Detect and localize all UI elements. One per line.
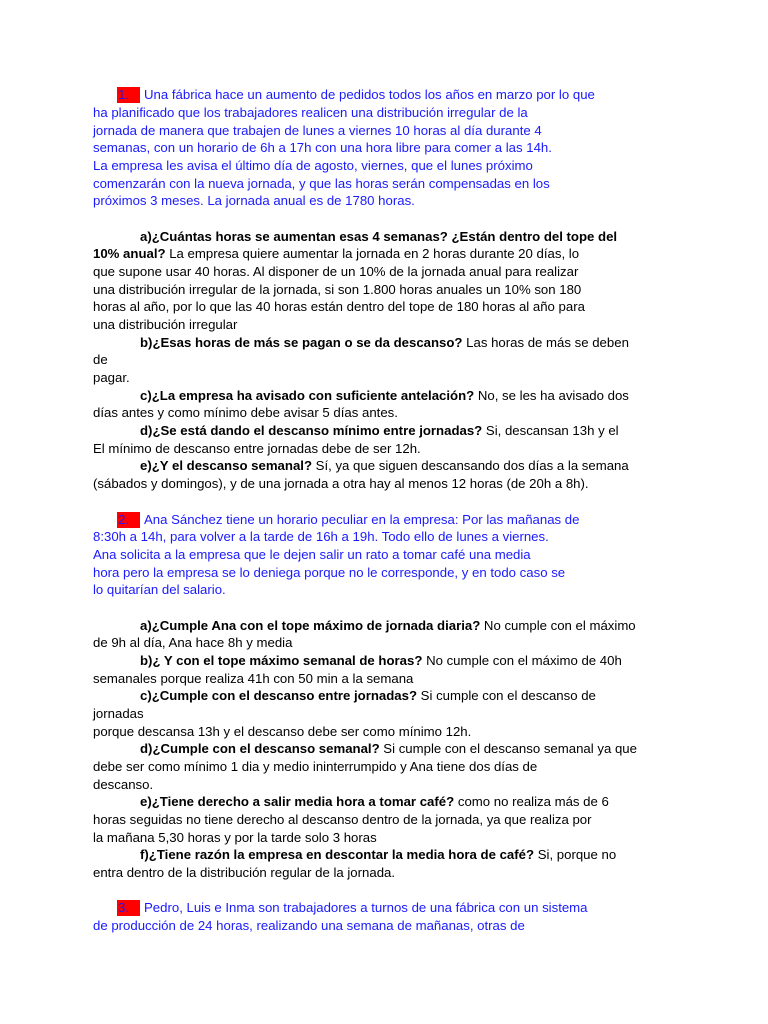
q1-line-7: próximos 3 meses. La jornada anual es de 1780 horas. xyxy=(93,193,415,208)
q1-number: 1. xyxy=(117,87,140,103)
q2-c-answer-2: jornadas xyxy=(93,706,144,721)
q1-a-answer-2: que supone usar 40 horas. Al disponer de un 10% de la jornada anual para realizar xyxy=(93,264,579,279)
q1-a-question: a)¿Cuántas horas se aumentan esas 4 semanas? ¿Están dentro del tope del xyxy=(140,229,618,244)
q1-a-answer-1: 10% anual? La empresa quiere aumentar la jornada en 2 horas durante 20 días, lo xyxy=(93,246,580,261)
q1-a-answer-5: una distribución irregular xyxy=(93,317,238,332)
q2-line-5: lo quitarían del salario. xyxy=(93,582,226,597)
q2-b: b)¿ Y con el tope máximo semanal de horas? No cumple con el máximo de 40h xyxy=(140,653,622,668)
q1-line-3: jornada de manera que trabajen de lunes a viernes 10 horas al día durante 4 xyxy=(93,123,542,138)
q1-d: d)¿Se está dando el descanso mínimo entre jornadas? Si, descansan 13h y el xyxy=(140,423,619,438)
q2-f: f)¿Tiene razón la empresa en descontar la media hora de café? Si, porque no xyxy=(140,847,617,862)
q1-b-answer-2: de xyxy=(93,352,108,367)
q2-number: 2. xyxy=(117,512,140,528)
q1-line-5: La empresa les avisa el último día de agosto, viernes, que el lunes próximo xyxy=(93,158,533,173)
q3-line-2: de producción de 24 horas, realizando una semana de mañanas, otras de xyxy=(93,918,525,933)
q2-line-4: hora pero la empresa se lo deniega porque no le corresponde, y en todo caso se xyxy=(93,565,566,580)
q3-line-1: 3. Pedro, Luis e Inma son trabajadores a turnos de una fábrica con un sistema xyxy=(118,900,588,915)
q2-a-answer-2: de 9h al día, Ana hace 8h y media xyxy=(93,635,293,650)
q2-e: e)¿Tiene derecho a salir media hora a tomar café? como no realiza más de 6 xyxy=(140,794,609,809)
q2-line-2: 8:30h a 14h, para volver a la tarde de 16h a 19h. Todo ello de lunes a viernes. xyxy=(93,529,549,544)
q1-line-2: ha planificado que los trabajadores realicen una distribución irregular de la xyxy=(93,105,528,120)
q2-b-answer-2: semanales porque realiza 41h con 50 min a la semana xyxy=(93,671,414,686)
q2-e-answer-3: la mañana 5,30 horas y por la tarde solo 3 horas xyxy=(93,830,377,845)
q2-line-1: 2. Ana Sánchez tiene un horario peculiar en la empresa: Por las mañanas de xyxy=(118,512,580,527)
q1-e: e)¿Y el descanso semanal? Sí, ya que siguen descansando dos días a la semana xyxy=(140,458,629,473)
q1-c: c)¿La empresa ha avisado con suficiente antelación? No, se les ha avisado dos xyxy=(140,388,629,403)
q1-c-answer-2: días antes y como mínimo debe avisar 5 días antes. xyxy=(93,405,398,420)
q1-a-answer-3: una distribución irregular de la jornada, si son 1.800 horas anuales un 10% son 180 xyxy=(93,282,582,297)
q2-d-answer-2: debe ser como mínimo 1 dia y medio ininterrumpido y Ana tiene dos días de xyxy=(93,759,538,774)
q2-e-answer-2: horas seguidas no tiene derecho al descanso dentro de la jornada, ya que realiza por xyxy=(93,812,592,827)
q2-d-answer-3: descanso. xyxy=(93,777,154,792)
q2-a: a)¿Cumple Ana con el tope máximo de jornada diaria? No cumple con el máximo xyxy=(140,618,636,633)
q1-e-answer-2: (sábados y domingos), y de una jornada a otra hay al menos 12 horas (de 20h a 8h). xyxy=(93,476,589,491)
q2-f-answer-2: entra dentro de la distribución regular de la jornada. xyxy=(93,865,396,880)
q1-d-answer-2: El mínimo de descanso entre jornadas debe de ser 12h. xyxy=(93,441,421,456)
q1-b-answer-3: pagar. xyxy=(93,370,130,385)
q1-b: b)¿Esas horas de más se pagan o se da descanso? Las horas de más se deben xyxy=(140,335,629,350)
q1-line-6: comenzarán con la nueva jornada, y que las horas serán compensadas en los xyxy=(93,176,550,191)
q3-number: 3. xyxy=(117,900,140,916)
q1-a-answer-4: horas al año, por lo que las 40 horas están dentro del tope de 180 horas al año para xyxy=(93,299,585,314)
q2-c-answer-3: porque descansa 13h y el descanso debe ser como mínimo 12h. xyxy=(93,724,472,739)
q2-d: d)¿Cumple con el descanso semanal? Si cumple con el descanso semanal ya que xyxy=(140,741,637,756)
q1-line-4: semanas, con un horario de 6h a 17h con una hora libre para comer a las 14h. xyxy=(93,140,552,155)
q1-line-1: 1. Una fábrica hace un aumento de pedidos todos los años en marzo por lo que xyxy=(118,87,595,102)
q2-c: c)¿Cumple con el descanso entre jornadas? Si cumple con el descanso de xyxy=(140,688,596,703)
q2-line-3: Ana solicita a la empresa que le dejen salir un rato a tomar café una media xyxy=(93,547,531,562)
